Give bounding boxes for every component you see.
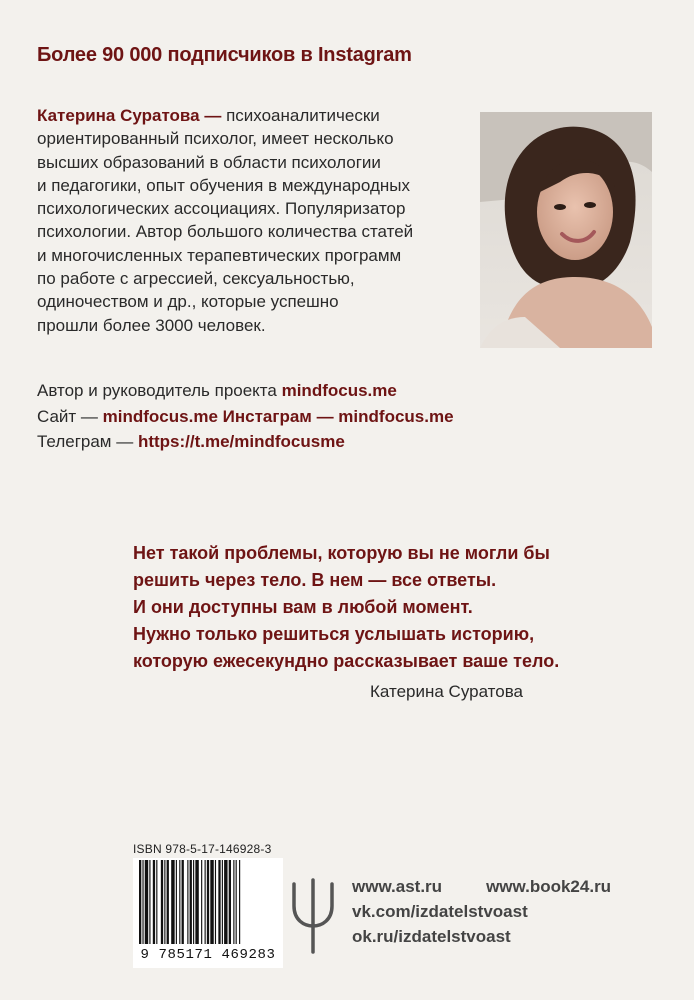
barcode-bars — [133, 858, 283, 946]
project-link[interactable]: mindfocus.me — [281, 381, 397, 400]
site-link[interactable]: mindfocus.me — [102, 406, 218, 426]
quote-line-4: Нужно только решиться услышать историю, — [133, 624, 535, 644]
psi-logo-icon — [290, 876, 336, 956]
telegram-link[interactable]: https://t.me/mindfocusme — [137, 432, 345, 451]
bio-line-10: прошли более 3000 человек. — [37, 315, 266, 335]
vk-link[interactable]: vk.com/izdatelstvoast — [352, 902, 528, 921]
bio-line-2: ориентированный психолог, имеет несколько — [37, 129, 394, 149]
quote — [133, 540, 653, 675]
telegram-row: Телеграм — https://t.me/mindfocusme — [37, 432, 345, 451]
publisher-sites-row — [352, 874, 611, 899]
bio-line-1: Катерина Суратова — психоаналитически — [37, 106, 380, 125]
bio-line-3: высших образований в области психологии — [37, 152, 381, 172]
instagram-link[interactable]: Инстаграм — mindfocus.me — [222, 406, 454, 426]
bio-line-6: психологии. Автор большого количества статей — [37, 222, 414, 242]
quote-author: Катерина Суратова — [370, 682, 524, 701]
ok-link[interactable]: ok.ru/izdatelstvoast — [352, 927, 511, 946]
author-photo-illustration — [480, 112, 652, 348]
bio-line-5: психологических ассоциациях. Популяризатор — [37, 199, 406, 219]
bio-line-7: и многочисленных терапевтических программ — [37, 245, 402, 265]
author-name: Катерина Суратова — — [37, 106, 222, 125]
author-bio — [37, 104, 477, 337]
bio-line-8: по работе с агрессией, сексуальностью, — [37, 269, 355, 289]
quote-line-2: решить через тело. В нем — все ответы. — [133, 570, 497, 590]
book24-link[interactable]: www.book24.ru — [486, 877, 612, 896]
isbn: ISBN 978-5-17-146928-3 — [133, 842, 272, 856]
ast-link[interactable]: www.ast.ru — [352, 877, 443, 896]
quote-line-1: Нет такой проблемы, которую вы не могли бы — [133, 543, 550, 563]
quote-line-3: И они доступны вам в любой момент. — [133, 597, 473, 617]
author-photo — [480, 112, 652, 348]
bio-line-9: одиночеством и др., которые успешно — [37, 292, 339, 312]
headline: Более 90 000 подписчиков в Instagram — [37, 44, 412, 66]
project-row: Автор и руководитель проекта mindfocus.me — [37, 381, 397, 400]
bio-line-4: и педагогики, опыт обучения в международных — [37, 175, 410, 195]
quote-line-5: которую ежесекундно рассказывает ваше тело. — [133, 651, 560, 671]
project-links — [37, 378, 637, 455]
barcode-digits: 9 785171 469283 — [133, 946, 283, 964]
site-row: Сайт — mindfocus.me Инстаграм — mindfocus.me — [37, 406, 454, 426]
publisher-links — [352, 874, 611, 949]
